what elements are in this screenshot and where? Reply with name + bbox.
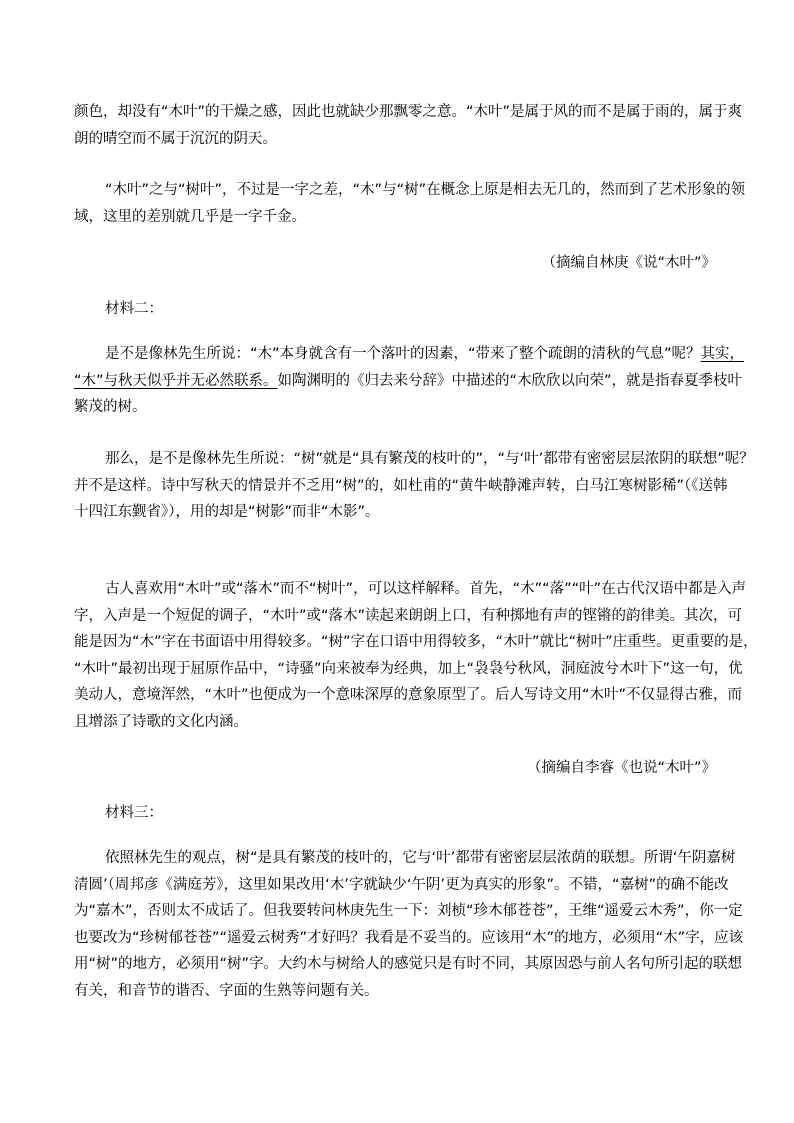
underlined-text: 其实， <box>700 346 745 362</box>
source-citation-1: （摘编自林庚《说“木叶”》 <box>541 255 716 271</box>
section-heading-material-2: 材料二： <box>105 301 163 317</box>
text-segment: 如陶渊明的《归去来兮辞》中描述的“木欣欣以向荣”，就是指春夏季枝叶 <box>277 372 743 389</box>
text-line: 且增添了诗歌的文化内涵。 <box>74 713 248 730</box>
text-line <box>74 341 745 368</box>
underlined-text: “木”与秋天似乎并无必然联系。 <box>74 372 278 389</box>
text-line: 繁茂的树。 <box>74 399 147 415</box>
text-line: 字，入声是一个短促的调子，“木叶”或“落木”读起来朗朗上口，有种掷地有声的铿锵的韵律美。其次，可 <box>74 607 743 624</box>
text-line: 依照林先生的观点，树“是具有繁茂的枝叶的，它与‘叶’都带有密密层层浓荫的联想。所谓‘午阴嘉树 <box>105 850 736 866</box>
source-citation-2: （摘编自李睿《也说“木叶”》 <box>526 760 716 776</box>
section-heading-material-3: 材料三： <box>105 805 163 821</box>
text-line: 用“树”的地方，必须用“树”字。大约木与树给人的感觉只是有时不同，其原因恐与前人名句所引起的联想 <box>74 956 743 972</box>
text-line: 十四江东觐省》），用的却是“树影”而非“木影”。 <box>74 504 380 520</box>
paragraph-2 <box>74 177 746 230</box>
text-line: 颜色，却没有“木叶”的干燥之感，因此也就缺少那飘零之意。“木叶”是属于风的而不是属于雨的，属于爽 <box>74 104 743 120</box>
text-line: 朗的晴空而不属于沉沉的阴天。 <box>74 130 277 147</box>
text-line: 古人喜欢用“木叶”或“落木”而不“树叶”，可以这样解释。首先，“木”“落”“叶”在古代汉语中都是入声 <box>105 581 747 597</box>
text-line: 也要改为“珍树郁苍苍”“遥爱云树秀”才好吗？我看是不妥当的。应该用“木”的地方，必须用“木”字，应该 <box>74 929 744 946</box>
text-line: 那么，是不是像林先生所说：“树”就是“具有繁茂的枝叶的”，“与‘叶’都带有密密层层浓阴的联想”呢？ <box>105 451 754 467</box>
paragraph-6 <box>74 845 744 1004</box>
text-line: “木叶”最初出现于屈原作品中，“诗骚”向来被奉为经典，加上“袅袅兮秋风，洞庭波兮木叶下”这一句，优 <box>74 660 743 677</box>
paragraph-5 <box>74 576 758 735</box>
text-segment: 是不是像林先生所说：“木”本身就含有一个落叶的因素，“带来了整个疏朗的清秋的气息”呢？ <box>105 346 701 362</box>
paragraph-1 <box>74 99 743 152</box>
text-line: 有关，和音节的谐否、字面的生熟等问题有关。 <box>74 982 379 999</box>
text-line: 清圆’（周邦彦《满庭芳》，这里如果改用‘木’字就缺少‘午阴’更为真实的形象”。不错，“嘉树”的确不能改 <box>74 876 729 893</box>
text-line: 美动人，意境浑然，“木叶”也便成为一个意味深厚的意象原型了。后人写诗文用“木叶”不仅显得古雅，而 <box>74 687 743 703</box>
text-line: 并不是这样。诗中写秋天的情景并不乏用“树”的，如杜甫的“黄牛峡静滩声转，白马江寒树影稀”（《送韩 <box>74 477 728 494</box>
paragraph-4 <box>74 446 754 526</box>
text-line: 能是因为“木”字在书面语中用得较多。“树”字在口语中用得较多，“木叶”就比“树叶”庄重些。更重要的是， <box>74 634 758 650</box>
text-line: 域，这里的差别就几乎是一字千金。 <box>74 208 306 225</box>
text-line <box>74 368 743 395</box>
paragraph-3 <box>74 341 745 421</box>
text-line: “木叶”之与“树叶”，不过是一字之差，“木”与“树”在概念上原是相去无几的，然而到了艺术形象的领 <box>105 182 746 198</box>
text-line: 为“嘉木”，否则太不成话了。但我要转问林庚先生一下：刘桢“珍木郁苍苍”，王维“遥爱云木秀”，你一定 <box>74 903 743 919</box>
